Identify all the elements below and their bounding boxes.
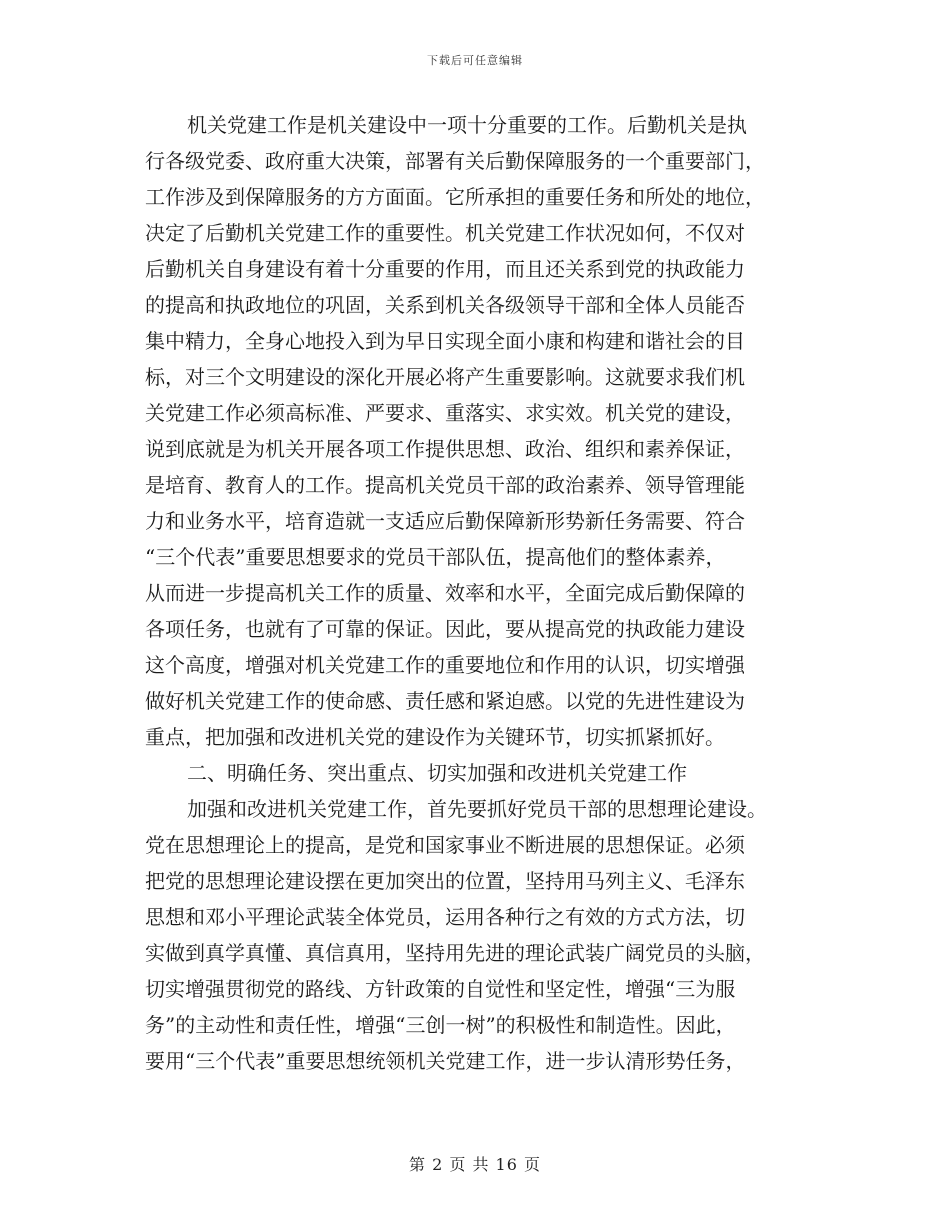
paragraph-line: 党在思想理论上的提高，是党和国家事业不断进展的思想保证。必须	[145, 833, 745, 857]
paragraph-line: 加强和改进机关党建工作，首先要抓好党员干部的思想理论建设。	[187, 797, 767, 821]
paragraph-line: 这个高度，增强对机关党建工作的重要地位和作用的认识，切实增强	[145, 653, 745, 677]
paragraph-line: 说到底就是为机关开展各项工作提供思想、政治、组织和素养保证，	[145, 437, 745, 461]
paragraph-line: 重点，把加强和改进机关党的建设作为关键环节，切实抓紧抓好。	[145, 725, 725, 749]
paragraph-line: 工作涉及到保障服务的方方面面。它所承担的重要任务和所处的地位，	[145, 185, 765, 209]
paragraph-line: 标，对三个文明建设的深化开展必将产生重要影响。这就要求我们机	[145, 365, 745, 389]
paragraph-line: 从而进一步提高机关工作的质量、效率和水平，全面完成后勤保障的	[145, 581, 745, 605]
paragraph-line: “三个代表”重要思想要求的党员干部队伍，提高他们的整体素养，	[145, 545, 726, 569]
paragraph-line: 各项任务，也就有了可靠的保证。因此，要从提高党的执政能力建设	[145, 617, 745, 641]
paragraph-line: 实做到真学真懂、真信真用，坚持用先进的理论武装广阔党员的头脑，	[145, 941, 765, 965]
paragraph-line: 切实增强贯彻党的路线、方针政策的自觉性和坚定性，增强“三为服	[145, 977, 736, 1001]
paragraph-line: 机关党建工作是机关建设中一项十分重要的工作。后勤机关是执	[187, 113, 747, 137]
paragraph-line: 后勤机关自身建设有着十分重要的作用，而且还关系到党的执政能力	[145, 257, 745, 281]
paragraph-line: 务”的主动性和责任性，增强“三创一树”的积极性和制造性。因此，	[145, 1013, 736, 1037]
paragraph-line: 要用“三个代表”重要思想统领机关党建工作，进一步认清形势任务，	[145, 1049, 746, 1073]
paragraph-line: 决定了后勤机关党建工作的重要性。机关党建工作状况如何，不仅对	[145, 221, 745, 245]
paragraph-line: 力和业务水平，培育造就一支适应后勤保障新形势新任务需要、符合	[145, 509, 745, 533]
paragraph-line: 集中精力，全身心地投入到为早日实现全面小康和构建和谐社会的目	[145, 329, 745, 353]
document-body	[145, 107, 805, 1079]
header-note: 下载后可任意编辑	[427, 54, 523, 67]
paragraph-line: 关党建工作必须高标准、严要求、重落实、求实效。机关党的建设，	[145, 401, 745, 425]
paragraph-line: 思想和邓小平理论武装全体党员，运用各种行之有效的方式方法，切	[145, 905, 745, 929]
paragraph-line: 的提高和执政地位的巩固，关系到机关各级领导干部和全体人员能否	[145, 293, 745, 317]
paragraph-line: 把党的思想理论建设摆在更加突出的位置，坚持用马列主义、毛泽东	[145, 869, 745, 893]
page-number-footer: 第 2 页 共 16 页	[409, 1155, 541, 1174]
section-heading: 二、明确任务、突出重点、切实加强和改进机关党建工作	[187, 761, 687, 785]
paragraph-line: 行各级党委、政府重大决策，部署有关后勤保障服务的一个重要部门，	[145, 149, 765, 173]
paragraph-line: 是培育、教育人的工作。提高机关党员干部的政治素养、领导管理能	[145, 473, 745, 497]
paragraph-line: 做好机关党建工作的使命感、责任感和紧迫感。以党的先进性建设为	[145, 689, 745, 713]
